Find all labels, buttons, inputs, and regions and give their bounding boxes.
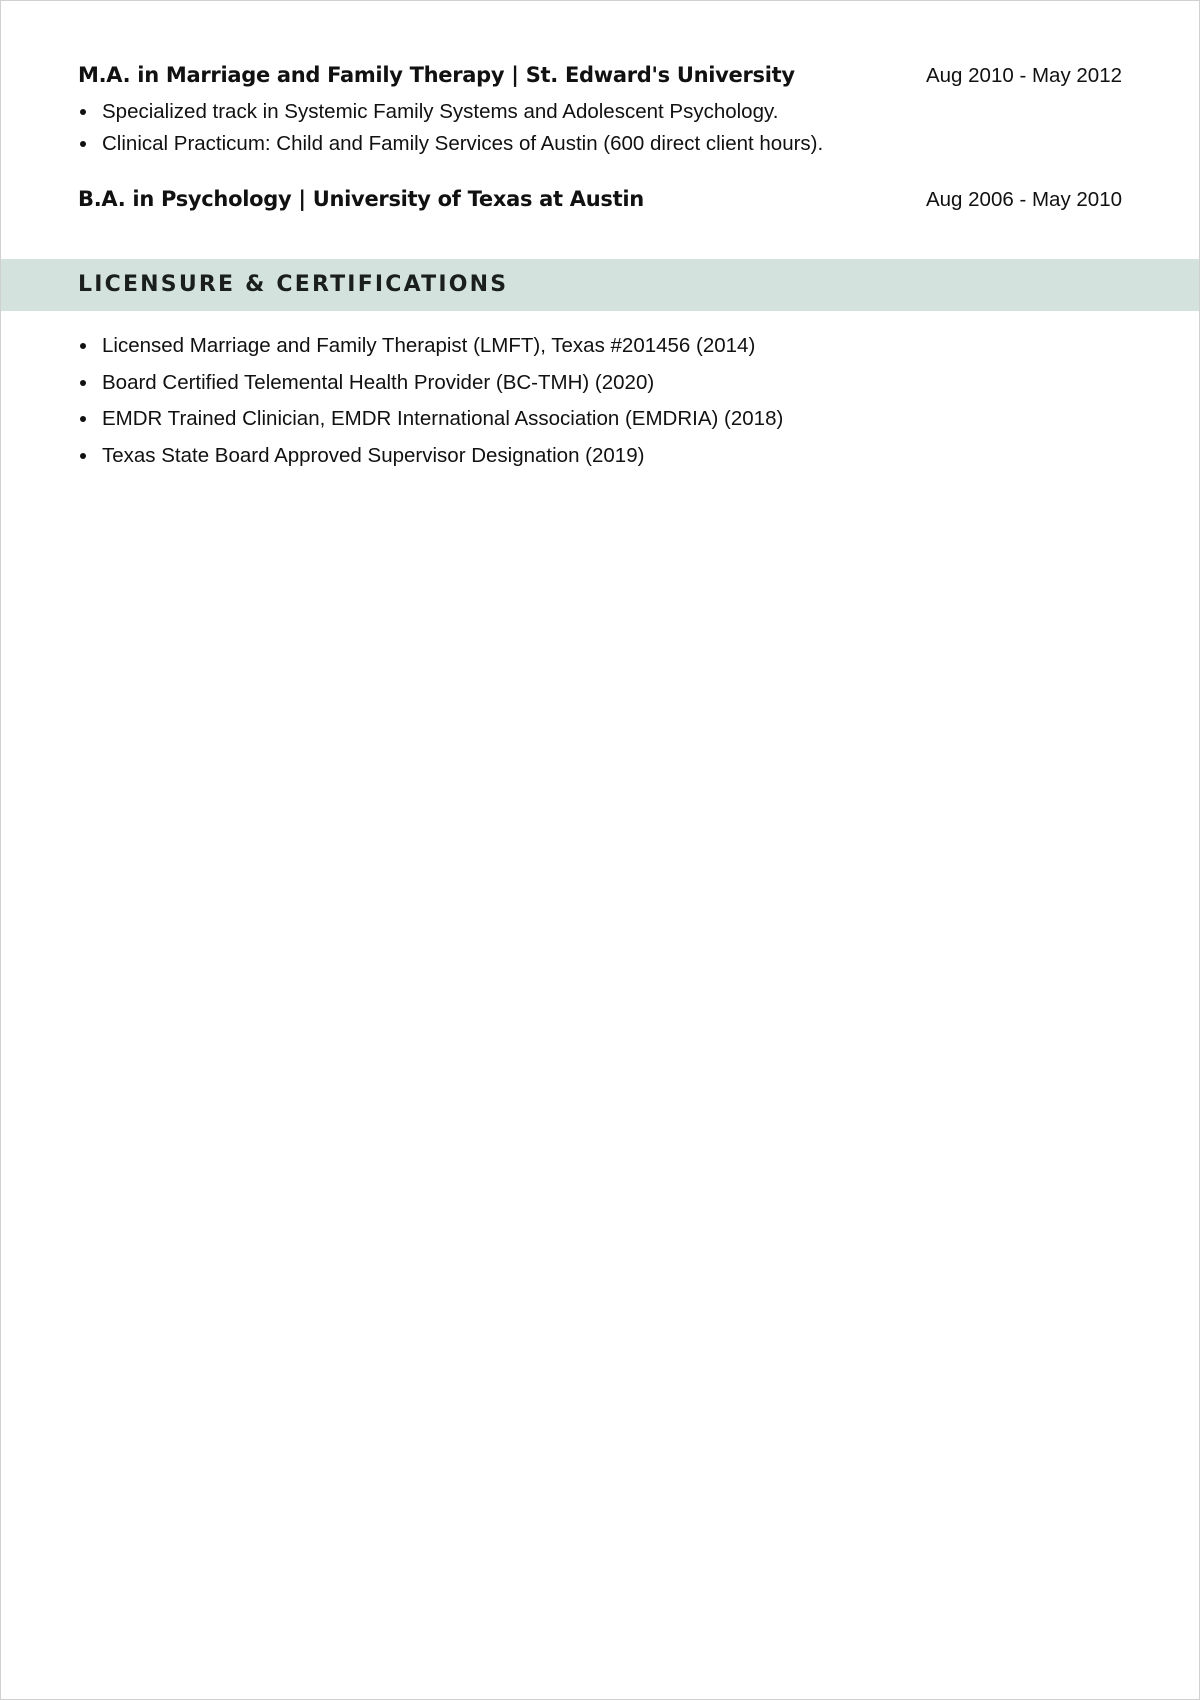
degree-title: M.A. in Marriage and Family Therapy | St. Edward's University <box>78 63 795 87</box>
list-item <box>78 128 823 160</box>
bullet-icon <box>80 453 86 459</box>
list-item-text: Specialized track in Systemic Family Systems and Adolescent Psychology. <box>102 100 779 123</box>
bullet-icon <box>80 416 86 422</box>
bullet-icon <box>80 343 86 349</box>
education-entry-ba <box>78 187 1122 212</box>
degree-title: B.A. in Psychology | University of Texas at Austin <box>78 187 644 211</box>
education-entry-ma <box>78 63 1122 88</box>
list-item-text: Texas State Board Approved Supervisor Designation (2019) <box>102 443 645 467</box>
list-item-text: Clinical Practicum: Child and Family Services of Austin (600 direct client hours). <box>102 132 824 155</box>
licensure-list <box>78 328 783 474</box>
degree-dates: Aug 2006 - May 2010 <box>925 188 1122 211</box>
list-item-text: Board Certified Telemental Health Provider (BC-TMH) (2020) <box>102 370 655 394</box>
list-item <box>78 401 783 438</box>
degree-dates: Aug 2010 - May 2012 <box>925 64 1122 87</box>
list-item <box>78 438 783 475</box>
bullet-icon <box>80 109 86 115</box>
list-item <box>78 328 783 365</box>
list-item-text: EMDR Trained Clinician, EMDR International Association (EMDRIA) (2018) <box>102 407 784 430</box>
list-item <box>78 365 783 402</box>
education-ma-details <box>78 96 823 160</box>
list-item-text: Licensed Marriage and Family Therapist (LMFT), Texas #201456 (2014) <box>102 334 756 357</box>
section-title: LICENSURE & CERTIFICATIONS <box>78 272 509 297</box>
bullet-icon <box>80 380 86 386</box>
list-item <box>78 96 823 128</box>
section-header-licensure <box>1 259 1199 311</box>
bullet-icon <box>80 141 86 147</box>
